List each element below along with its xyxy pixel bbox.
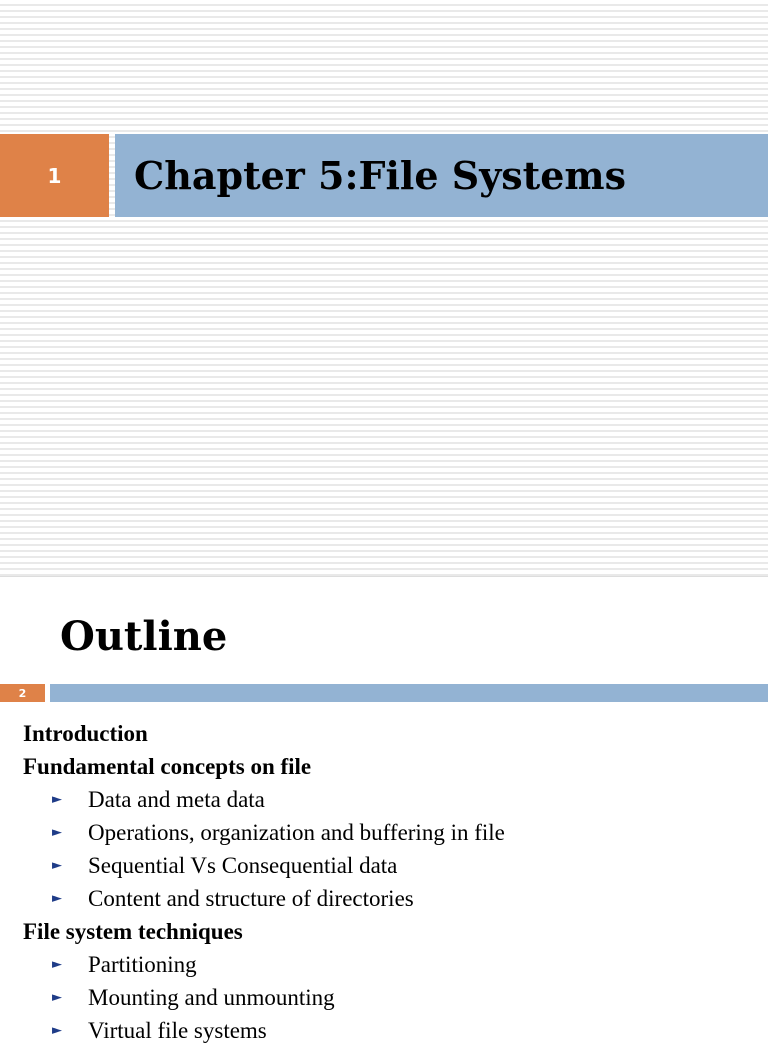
title-bar bbox=[115, 134, 768, 217]
slide-number-box bbox=[0, 134, 109, 217]
slide-title: Chapter 5:File Systems bbox=[134, 153, 627, 198]
outline-subitem: ► Content and structure of directories bbox=[0, 882, 768, 915]
bullet-icon: ► bbox=[52, 957, 62, 972]
outline-subitem: ► Mounting and unmounting bbox=[0, 981, 768, 1014]
bullet-icon: ► bbox=[52, 1023, 62, 1038]
outline-list bbox=[0, 717, 768, 1047]
bullet-icon: ► bbox=[52, 858, 62, 873]
outline-subitem: ► Operations, organization and buffering in file bbox=[0, 816, 768, 849]
bullet-icon: ► bbox=[52, 990, 62, 1005]
slide-2 bbox=[0, 577, 768, 1043]
slide-number-box bbox=[0, 684, 45, 702]
bullet-icon: ► bbox=[52, 891, 62, 906]
outline-subitem: ► Data and meta data bbox=[0, 783, 768, 816]
outline-item: Introduction bbox=[23, 721, 148, 746]
outline-subitem: ► Sequential Vs Consequential data bbox=[0, 849, 768, 882]
outline-title: Outline bbox=[60, 613, 228, 660]
outline-subitem: ► Partitioning bbox=[0, 948, 768, 981]
outline-item: File system techniques bbox=[23, 919, 243, 944]
bullet-icon: ► bbox=[52, 792, 62, 807]
slide-number: 1 bbox=[47, 163, 62, 188]
bullet-icon: ► bbox=[52, 825, 62, 840]
outline-item: Fundamental concepts on file bbox=[23, 754, 312, 779]
slide-number: 2 bbox=[18, 686, 27, 700]
title-bar bbox=[50, 684, 768, 702]
outline-subitem: ► Virtual file systems bbox=[0, 1014, 768, 1047]
